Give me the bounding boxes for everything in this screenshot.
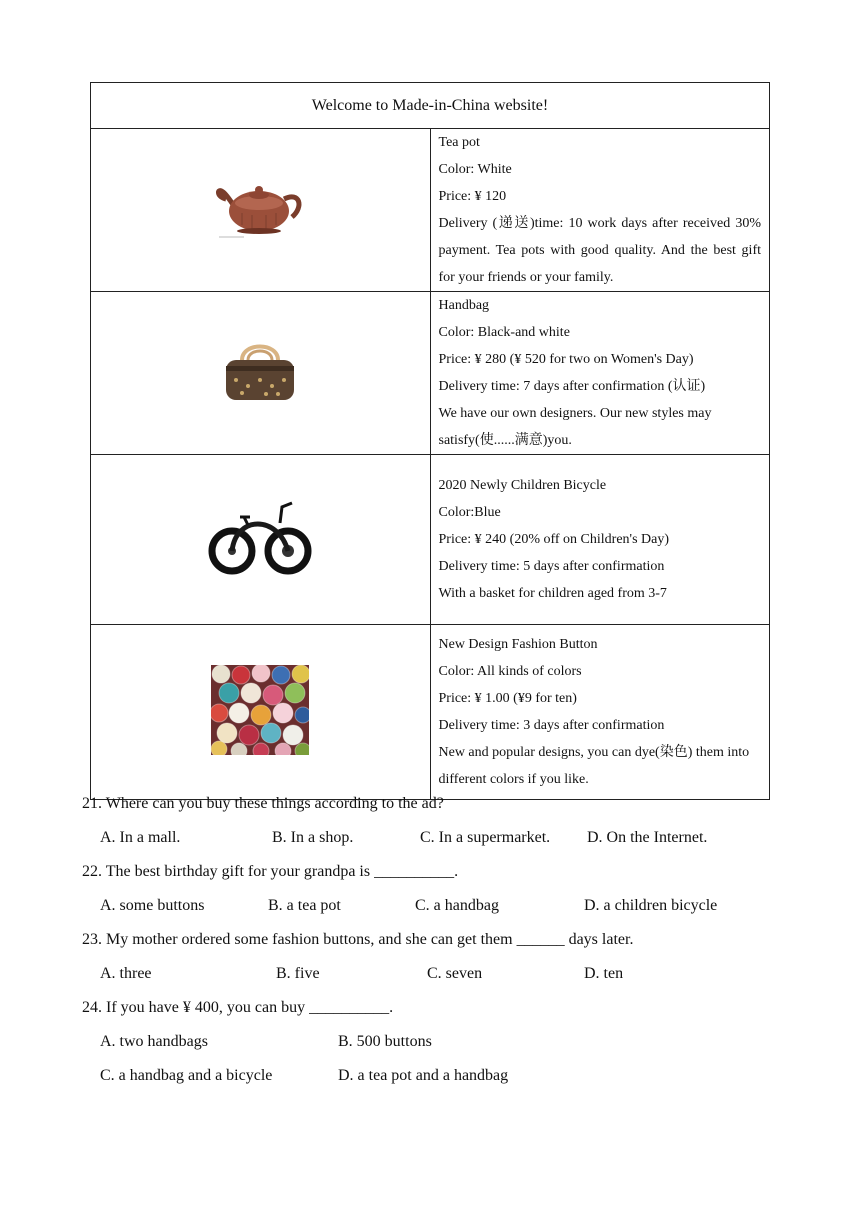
ad-title: Welcome to Made-in-China website! xyxy=(91,83,770,129)
product-price: Price: ¥ 280 (¥ 520 for two on Women's Day) xyxy=(438,352,694,367)
question-stem: 23. My mother ordered some fashion buttons, and she can get them ______ days later. xyxy=(82,931,634,948)
question-stem: 21. Where can you buy these things according to the ad? xyxy=(82,795,444,812)
product-color: Color: White xyxy=(438,162,512,177)
question-stem: 22. The best birthday gift for your grandpa is __________. xyxy=(82,863,459,880)
product-name: Tea pot xyxy=(438,135,480,150)
product-note: New and popular designs, you can dye(染色) them into different colors if you like. xyxy=(438,745,750,787)
product-delivery: Delivery time: 5 days after confirmation xyxy=(438,559,665,574)
bicycle-image xyxy=(208,495,312,579)
product-description xyxy=(430,625,770,800)
product-delivery: Delivery time: 7 days after confirmation (认证) xyxy=(438,379,706,394)
question-stem: 24. If you have ¥ 400, you can buy __________. xyxy=(82,999,394,1016)
teapot-image xyxy=(214,173,306,243)
buttons-image xyxy=(211,665,309,755)
product-color: Color: All kinds of colors xyxy=(438,664,582,679)
product-name: New Design Fashion Button xyxy=(438,637,598,652)
product-image-cell xyxy=(91,292,431,455)
ad-table xyxy=(90,82,770,800)
product-delivery: Delivery time: 3 days after confirmation xyxy=(438,718,665,733)
product-row-teapot xyxy=(91,129,770,292)
option-a[interactable]: A. three xyxy=(100,965,152,982)
option-b[interactable]: B. In a shop. xyxy=(272,829,354,846)
product-image-cell xyxy=(91,455,431,625)
handbag-image xyxy=(220,338,300,404)
product-note: We have our own designers. Our new styles may satisfy(使......满意)you. xyxy=(438,406,712,448)
option-b[interactable]: B. a tea pot xyxy=(268,897,341,914)
product-description xyxy=(430,455,770,625)
product-price: Price: ¥ 240 (20% off on Children's Day) xyxy=(438,532,670,547)
option-c[interactable]: C. a handbag xyxy=(415,897,499,914)
option-d[interactable]: D. a tea pot and a handbag xyxy=(338,1067,509,1084)
product-name: 2020 Newly Children Bicycle xyxy=(438,478,607,493)
option-c[interactable]: C. a handbag and a bicycle xyxy=(100,1067,273,1084)
product-color: Color: Black-and white xyxy=(438,325,570,340)
product-description xyxy=(430,292,770,455)
product-price: Price: ¥ 120 xyxy=(438,189,507,204)
option-d[interactable]: D. On the Internet. xyxy=(587,829,708,846)
question-options xyxy=(82,826,782,860)
option-d[interactable]: D. a children bicycle xyxy=(584,897,718,914)
option-a[interactable]: A. some buttons xyxy=(100,897,205,914)
product-image-cell xyxy=(91,129,431,292)
option-a[interactable]: A. In a mall. xyxy=(100,829,181,846)
product-color: Color:Blue xyxy=(438,505,501,520)
option-a[interactable]: A. two handbags xyxy=(100,1033,208,1050)
option-d[interactable]: D. ten xyxy=(584,965,624,982)
option-c[interactable]: C. seven xyxy=(427,965,483,982)
question-options xyxy=(82,962,782,996)
question-options xyxy=(82,1064,782,1098)
option-b[interactable]: B. five xyxy=(276,965,320,982)
questions-section xyxy=(82,792,782,1098)
product-row-bicycle xyxy=(91,455,770,625)
option-c[interactable]: C. In a supermarket. xyxy=(420,829,551,846)
product-image-cell xyxy=(91,625,431,800)
option-b[interactable]: B. 500 buttons xyxy=(338,1033,432,1050)
product-row-buttons xyxy=(91,625,770,800)
product-note: With a basket for children aged from 3-7 xyxy=(438,586,667,601)
product-description xyxy=(430,129,770,292)
product-row-handbag xyxy=(91,292,770,455)
question-options xyxy=(82,1030,782,1064)
product-name: Handbag xyxy=(438,298,490,313)
question-options xyxy=(82,894,782,928)
product-price: Price: ¥ 1.00 (¥9 for ten) xyxy=(438,691,577,706)
product-delivery: Delivery (递送)time: 10 work days after received 30% payment. Tea pots with good quality. And the best gift for your friends or your family. xyxy=(438,216,761,285)
